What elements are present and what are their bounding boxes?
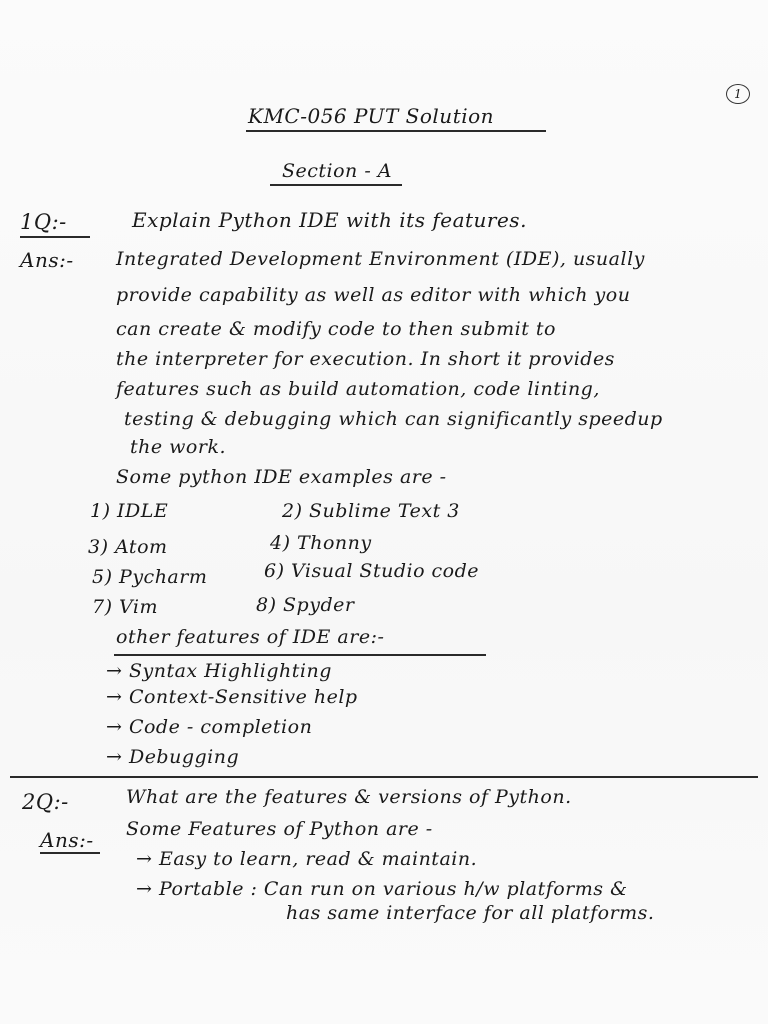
answer-1-line: testing & debugging which can significantly speedup xyxy=(124,408,663,430)
answer-2-point: → Portable : Can run on various h/w platforms & xyxy=(136,878,628,900)
section-underline xyxy=(270,184,402,186)
document-title: KMC-056 PUT Solution xyxy=(248,104,495,128)
feature-item: → Context-Sensitive help xyxy=(106,686,358,708)
answer-1-line: Integrated Development Environment (IDE), usually xyxy=(116,248,645,270)
example-item: 6) Visual Studio code xyxy=(264,560,480,582)
title-underline xyxy=(246,130,546,132)
answer-2-point: → Easy to learn, read & maintain. xyxy=(136,848,478,870)
question-2-text: What are the features & versions of Python. xyxy=(126,786,572,808)
answer-1-line: can create & modify code to then submit to xyxy=(116,318,556,340)
example-item: 7) Vim xyxy=(92,596,159,618)
answer-2-intro: Some Features of Python are - xyxy=(126,818,433,840)
section-divider xyxy=(10,776,758,778)
example-item: 2) Sublime Text 3 xyxy=(282,500,460,522)
answer-1-line: the interpreter for execution. In short it provides xyxy=(116,348,615,370)
feature-item: → Code - completion xyxy=(106,716,313,738)
example-item: 5) Pycharm xyxy=(92,566,208,588)
feature-item: → Syntax Highlighting xyxy=(106,660,332,682)
question-2-label: 2Q:- xyxy=(22,790,69,814)
question-1-label-underline xyxy=(20,236,90,238)
question-1-label: 1Q:- xyxy=(20,210,67,234)
answer-2-point: has same interface for all platforms. xyxy=(286,902,655,924)
feature-item: → Debugging xyxy=(106,746,240,768)
answer-2-label: Ans:- xyxy=(40,828,94,852)
example-item: 1) IDLE xyxy=(90,500,169,522)
section-heading: Section - A xyxy=(282,160,393,182)
answer-1-line: provide capability as well as editor with which you xyxy=(116,284,631,306)
other-features-heading: other features of IDE are:- xyxy=(116,626,385,648)
example-item: 8) Spyder xyxy=(256,594,355,616)
page-number: 1 xyxy=(726,84,750,104)
examples-intro: Some python IDE examples are - xyxy=(116,466,447,488)
question-1-text: Explain Python IDE with its features. xyxy=(132,208,527,232)
other-features-underline xyxy=(114,654,486,656)
answer-1-line: the work. xyxy=(130,436,226,458)
answer-1-label: Ans:- xyxy=(20,248,74,272)
answer-1-line: features such as build automation, code linting, xyxy=(116,378,600,400)
example-item: 3) Atom xyxy=(88,536,168,558)
example-item: 4) Thonny xyxy=(270,532,372,554)
answer-2-label-underline xyxy=(40,852,100,854)
